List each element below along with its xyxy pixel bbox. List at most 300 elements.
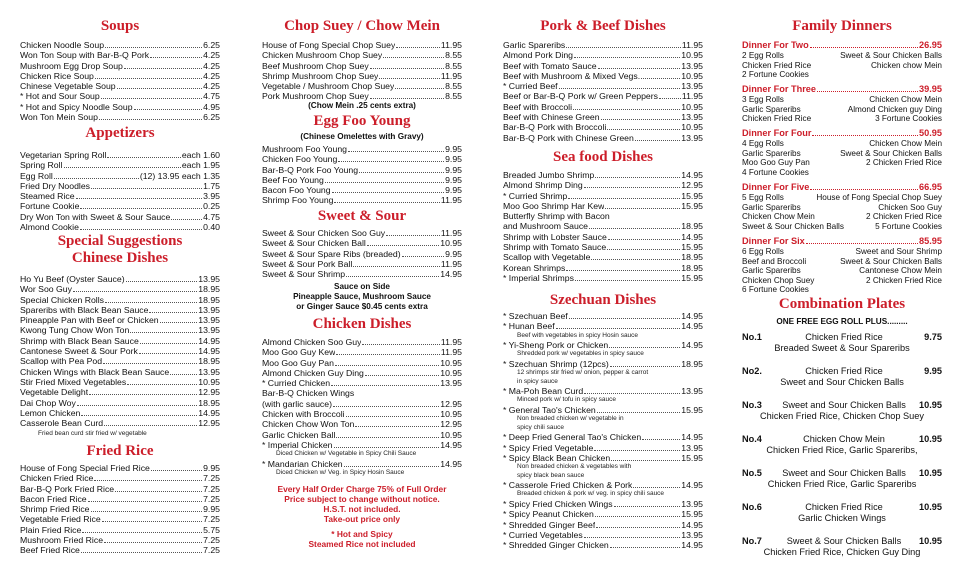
menu-item: [262, 40, 462, 50]
dinner-item-left: Chicken Chop Suey: [742, 275, 815, 285]
leader-dots: [77, 405, 197, 406]
item-name: Chicken Rice Soup: [20, 70, 94, 81]
item-price: 15.95: [681, 272, 703, 283]
combo-price: 9.75: [924, 332, 942, 342]
item-price: 9.95: [203, 504, 220, 515]
menu-item: [503, 340, 703, 350]
item-name: Almond Shrimp Ding: [503, 180, 583, 191]
item-name: * Szechuan Beef: [503, 311, 568, 321]
leader-dots: [336, 437, 439, 438]
pork-beef-heading: Pork & Beef Dishes: [540, 18, 666, 34]
leader-dots: [126, 281, 198, 282]
combo-price: 9.95: [924, 366, 942, 376]
menu-item: [20, 535, 220, 545]
leader-dots: [806, 243, 918, 244]
item-price: 7.25: [203, 473, 220, 484]
item-price: 12.95: [198, 387, 220, 398]
item-name: Shrimp with Lobster Sauce: [503, 231, 607, 242]
item-name: Scallop with Vegetable: [503, 252, 591, 263]
item-description: Beef with vegetables in spicy Hosin sauce: [517, 331, 639, 339]
combo-main: Chicken Fried Rice: [805, 332, 883, 342]
item-name: Beef with Broccoli: [503, 101, 573, 112]
item-name: Egg Roll: [20, 170, 53, 181]
menu-item: [262, 419, 462, 429]
item-description: Shredded pork w/ vegetables in spicy sauce: [517, 350, 644, 358]
leader-dots: [566, 270, 680, 271]
item-price: 4.25: [203, 50, 220, 61]
menu-item: [20, 295, 220, 305]
item-name: Shrimp with Tomato Sauce: [503, 242, 607, 253]
dinner-item-left: 3 Egg Rolls: [742, 95, 784, 104]
item-name: * Curried Chicken: [262, 378, 331, 389]
dinner-line: [742, 105, 942, 115]
dinner-item-right: Sweet & Sour Chicken Balls: [840, 51, 942, 60]
dinner-price: 50.95: [919, 128, 942, 138]
leader-dots: [64, 167, 181, 168]
item-name: Stir Fried Mixed Vegetables: [20, 376, 127, 387]
egg-foo-list: [262, 144, 462, 206]
menu-item: [20, 201, 220, 211]
leader-dots: [817, 91, 918, 92]
appetizers-list: [20, 150, 220, 232]
leader-dots: [81, 415, 197, 416]
leader-dots: [104, 542, 202, 543]
item-name: Almond Cookie: [20, 222, 79, 233]
item-price: 18.95: [198, 356, 220, 367]
combo-main: Chicken Fried Rice: [805, 366, 883, 376]
item-price: each 1.60: [181, 150, 220, 160]
chinese-dishes-heading: Chinese Dishes: [71, 250, 169, 266]
item-name: Bar-B-Q Pork with Chinese Green: [503, 132, 634, 143]
dinner-line: [742, 266, 942, 276]
leader-dots: [395, 88, 444, 89]
leader-dots: [589, 228, 680, 229]
item-name: Chicken with Broccoli: [262, 409, 345, 420]
menu-item: [262, 337, 462, 347]
leader-dots: [556, 328, 681, 329]
leader-dots: [810, 189, 918, 190]
chop-suey-list: [262, 40, 462, 102]
dinner-line: [742, 114, 942, 124]
menu-item: [20, 150, 220, 160]
leader-dots: [80, 208, 202, 209]
item-name: * Casserole Fried Chicken & Pork: [503, 480, 633, 491]
item-price: 9.95: [203, 463, 220, 473]
combo-number: No.7: [742, 536, 762, 546]
item-name: * Spicy Fried Chicken Wings: [503, 498, 613, 509]
menu-item: [20, 50, 220, 60]
leader-dots: [333, 406, 439, 407]
combo-main: Chicken Fried Rice: [805, 502, 883, 512]
menu-item: [20, 398, 220, 408]
combo-main: Chicken Chow Mein: [803, 434, 885, 444]
dinner-price: 85.95: [919, 236, 942, 246]
combo-number: No.6: [742, 502, 762, 512]
item-price: 14.95: [198, 407, 220, 418]
menu-item: [262, 154, 462, 164]
item-name: Beef Foo Young: [262, 174, 324, 185]
item-name: * Spicy Black Bean Chicken: [503, 452, 611, 463]
dinner-item-right: Chicken chow Mein: [871, 60, 942, 70]
item-name: Shrimp Foo Young: [262, 195, 334, 206]
menu-item: [20, 336, 220, 346]
item-price: 7.25: [203, 493, 220, 504]
menu-item: [20, 212, 220, 222]
leader-dots: [659, 98, 681, 99]
menu-item: [503, 112, 703, 122]
item-price: 14.95: [681, 519, 703, 530]
leader-dots: [94, 480, 202, 481]
menu-item: [20, 387, 220, 397]
item-price: 14.95: [681, 321, 703, 332]
item-name: Dai Chop Woy: [20, 397, 76, 408]
item-name: Chicken Fried Rice: [20, 473, 94, 484]
dinner-line: [742, 276, 942, 286]
menu-item: [503, 50, 703, 60]
item-name: Sweet & Sour Spare Ribs (breaded): [262, 248, 401, 259]
item-name: Vegetable / Mushroom Chop Suey: [262, 81, 395, 92]
item-price: 14.95: [198, 335, 220, 346]
item-name: * Szechuan Shrimp (12pcs): [503, 358, 609, 369]
menu-item: [20, 463, 220, 473]
notice-1: Every Half Order Charge 75% of Full Order: [277, 484, 447, 494]
item-name: * Shredded Ginger Chicken: [503, 540, 609, 551]
item-name: Dry Won Ton with Sweet & Sour Sauce: [20, 211, 171, 222]
leader-dots: [611, 460, 680, 461]
leader-dots: [574, 57, 680, 58]
leader-dots: [396, 47, 440, 48]
leader-dots: [584, 187, 681, 188]
item-name: * Curried Shrimp: [503, 190, 568, 201]
item-price: 8.55: [445, 81, 462, 92]
menu-item: [262, 368, 462, 378]
menu-item: [503, 40, 703, 50]
item-price: 14.95: [681, 432, 703, 443]
combo-main-row: [742, 332, 942, 343]
menu-item: [503, 221, 703, 231]
menu-item: [503, 263, 703, 273]
item-name: * Imperial Chicken: [262, 439, 333, 450]
dinner-line: [742, 247, 942, 257]
dinner-item-right: Sweet & Sour Chicken Balls: [840, 148, 942, 158]
leader-dots: [596, 527, 680, 528]
menu-item: [20, 346, 220, 356]
menu-item: [20, 112, 220, 122]
menu-item: [503, 211, 703, 221]
item-name: * Shredded Ginger Beef: [503, 519, 596, 530]
leader-dots: [595, 177, 680, 178]
item-price: 12.95: [440, 398, 462, 409]
dinner-line: [742, 70, 942, 80]
leader-dots: [344, 466, 440, 467]
combo-plate: [742, 468, 942, 490]
special-suggestions-heading: Special Suggestions: [57, 233, 183, 249]
item-price: 4.75: [203, 211, 220, 222]
item-price: 13.95: [681, 112, 703, 123]
menu-item: [503, 252, 703, 262]
dinner-item-left: Sweet & Sour Chicken Balls: [742, 221, 844, 231]
menu-item: [503, 540, 703, 550]
item-price: 10.95: [681, 122, 703, 133]
item-price: 7.25: [203, 535, 220, 546]
item-price: 11.95: [440, 258, 462, 269]
dinner-line: [742, 285, 942, 295]
item-price: 10.95: [440, 409, 462, 420]
item-price: 13.95: [198, 304, 220, 315]
leader-dots: [105, 47, 202, 48]
dinner-line: [742, 257, 942, 267]
item-price: 15.95: [681, 242, 703, 253]
leader-dots: [170, 374, 197, 375]
leader-dots: [379, 78, 440, 79]
dinner-price: 26.95: [919, 40, 942, 50]
item-price: 4.25: [203, 81, 220, 92]
item-name: Fried Dry Noodles: [20, 180, 91, 191]
menu-item: [503, 530, 703, 540]
leader-dots: [348, 151, 444, 152]
combo-secondary: Garlic Chicken Wings: [798, 513, 886, 523]
dinner-item-left: Chicken Fried Rice: [742, 60, 812, 70]
item-name: Moo Goo Shrimp Har Kew: [503, 200, 605, 211]
item-description: Minced pork w/ tofu in spicy sauce: [517, 396, 616, 404]
item-name: Beef with Chinese Green: [503, 112, 600, 123]
item-price: 13.95: [681, 529, 703, 540]
item-description: spicy black bean sauce: [517, 471, 585, 479]
leader-dots: [335, 365, 439, 366]
menu-item: [20, 91, 220, 101]
menu-item: [20, 305, 220, 315]
leader-dots: [591, 259, 680, 260]
family-dinner: [742, 40, 942, 80]
leader-dots: [614, 506, 681, 507]
menu-item: [20, 284, 220, 294]
menu-item: [262, 347, 462, 357]
item-name: Mushroom Fried Rice: [20, 535, 104, 546]
item-price: 13.95: [681, 60, 703, 71]
dinner-item-left: 6 Fortune Cookies: [742, 285, 809, 295]
menu-item: [20, 356, 220, 366]
leader-dots: [88, 501, 202, 502]
menu-item: [20, 408, 220, 418]
notice-6: Steamed Rice not included: [308, 539, 416, 549]
item-name: Scallop with Pea Pod: [20, 356, 103, 367]
item-price: 13.95: [198, 325, 220, 336]
item-name: Plain Fried Rice: [20, 524, 82, 535]
item-price: 13.95: [681, 442, 703, 453]
menu-item: [503, 321, 703, 331]
leader-dots: [812, 135, 918, 136]
combo-subtitle: ONE FREE EGG ROLL PLUS.........: [776, 317, 908, 326]
soups-heading: Soups: [100, 18, 140, 34]
menu-item: [20, 367, 220, 377]
item-price: 4.95: [203, 101, 220, 112]
dinner-line: [742, 139, 942, 149]
item-name: Chicken Mushroom Chop Suey: [262, 50, 383, 61]
item-price: 13.95: [198, 315, 220, 326]
appetizers-heading: Appetizers: [85, 125, 155, 141]
menu-item: [503, 443, 703, 453]
item-name: Beef Mushroom Chop Suey: [262, 60, 369, 71]
item-name: Chicken Noodle Soup: [20, 40, 105, 50]
dinner-item-right: Almond Chicken guy Ding: [847, 104, 942, 114]
column-3: [503, 0, 703, 583]
pork-beef-list: [503, 40, 703, 143]
leader-dots: [584, 393, 680, 394]
leader-dots: [334, 202, 439, 203]
menu-item: [503, 81, 703, 91]
dinner-item-right: Cantonese Chow Mein: [859, 266, 942, 276]
combo-plate: [742, 332, 942, 354]
dinner-line: [742, 212, 942, 222]
dinner-item-left: 2 Fortune Cookies: [742, 70, 809, 80]
item-name: Butterfly Shrimp with Bacon: [503, 211, 610, 222]
item-price: 14.95: [440, 439, 462, 450]
szechuan-heading: Szechuan Dishes: [549, 292, 657, 308]
leader-dots: [91, 188, 202, 189]
item-price: 14.95: [440, 269, 462, 280]
item-price: 13.95: [681, 81, 703, 92]
soups-list: [20, 40, 220, 122]
leader-dots: [346, 416, 440, 417]
item-price: 6.25: [203, 40, 220, 50]
item-price: 13.95: [681, 132, 703, 143]
item-name: * Yi-Sheng Pork or Chicken: [503, 340, 609, 351]
menu-item: [503, 102, 703, 112]
item-description: Breaded chicken & pork w/ veg. in spicy chili sauce: [517, 490, 665, 498]
item-name: Bar-B-Q Pork with Broccoli: [503, 122, 607, 133]
item-name: Beef with Tomato Sauce: [503, 60, 597, 71]
combo-plate: [742, 400, 942, 422]
item-price: 15.95: [681, 404, 703, 415]
item-description: Diced Chicken w/ Veg. in Spicy Hosin Sauce: [276, 469, 405, 477]
leader-dots: [595, 516, 680, 517]
leader-dots: [140, 343, 197, 344]
combo-price: 10.95: [919, 400, 942, 410]
menu-item: [262, 259, 462, 269]
menu-item: [262, 81, 462, 91]
dinner-line: [742, 149, 942, 159]
combo-plate: [742, 502, 942, 524]
item-price: 13.95: [198, 366, 220, 377]
menu-item: [503, 170, 703, 180]
item-price: 8.55: [445, 91, 462, 102]
item-price: 4.25: [203, 60, 220, 71]
dinner-item-left: 5 Egg Rolls: [742, 193, 784, 202]
dinner-title: Dinner For Three: [742, 84, 817, 94]
item-price: 18.95: [681, 221, 703, 232]
leader-dots: [370, 98, 444, 99]
combo-heading: Combination Plates: [778, 296, 906, 312]
item-price: 7.25: [203, 514, 220, 525]
menu-item: [262, 165, 462, 175]
egg-foo-heading: Egg Foo Young: [313, 113, 411, 129]
leader-dots: [607, 129, 680, 130]
leader-dots: [334, 447, 440, 448]
menu-item: [20, 525, 220, 535]
dinner-item-right: 2 Chicken Fried Rice: [866, 212, 942, 222]
item-name: Mushroom Foo Young: [262, 144, 347, 154]
combo-main-row: [742, 468, 942, 479]
item-price: 8.55: [445, 60, 462, 71]
item-description: spicy chili sauce: [517, 423, 564, 431]
menu-item: [503, 273, 703, 283]
item-name: (with garlic sauce): [262, 398, 333, 409]
menu-item: [20, 61, 220, 71]
dinner-item-left: Chicken Chow Mein: [742, 212, 815, 222]
family-heading: Family Dinners: [792, 18, 892, 34]
dinner-item-left: Garlic Spareribs: [742, 148, 801, 158]
combo-number: No.5: [742, 468, 762, 478]
leader-dots: [332, 192, 444, 193]
item-price: 18.95: [681, 358, 703, 369]
leader-dots: [104, 425, 197, 426]
menu-item: [503, 499, 703, 509]
leader-dots: [151, 470, 202, 471]
leader-dots: [370, 68, 444, 69]
dinner-item-left: Beef and Broccoli: [742, 256, 807, 266]
dinner-item-right: 5 Fortune Cookies: [875, 221, 942, 231]
leader-dots: [80, 229, 202, 230]
item-name: Cantonese Sweet & Sour Pork: [20, 346, 138, 357]
dinner-item-right: Chicken Chow Mein: [869, 95, 942, 104]
leader-dots: [115, 491, 202, 492]
leader-dots: [359, 172, 444, 173]
leader-dots: [584, 537, 681, 538]
item-name: * Spicy Fried Vegetable: [503, 442, 594, 453]
item-name: Chicken Chow Won Ton: [262, 419, 355, 430]
dinner-line: [742, 95, 942, 105]
menu-item: [503, 359, 703, 369]
item-name: Moo Goo Guy Pan: [262, 357, 334, 368]
item-name: Shrimp Fried Rice: [20, 504, 90, 515]
sweet-sour-heading: Sweet & Sour: [317, 208, 407, 224]
menu-item: [503, 432, 703, 442]
leader-dots: [346, 276, 439, 277]
item-price: 14.95: [681, 170, 703, 180]
leader-dots: [575, 280, 680, 281]
combo-main-row: [742, 434, 942, 445]
chicken-list: [262, 337, 462, 478]
menu-item: [503, 133, 703, 143]
leader-dots: [607, 249, 680, 250]
menu-item: [20, 484, 220, 494]
menu-item: [262, 238, 462, 248]
item-price: 9.95: [445, 185, 462, 196]
item-name: Shrimp with Black Bean Sauce: [20, 335, 139, 346]
combo-main: Sweet and Sour Chicken Balls: [782, 468, 906, 478]
dinner-item-right: House of Fong Special Chop Suey: [816, 193, 942, 202]
column-4: [742, 0, 942, 583]
dinner-line: [742, 203, 942, 213]
menu-item: [262, 61, 462, 71]
leader-dots: [598, 68, 681, 69]
item-name: and Mushroom Sauce: [503, 221, 588, 232]
leader-dots: [82, 532, 202, 533]
menu-item: [503, 180, 703, 190]
item-name: * Spicy Peanut Chicken: [503, 509, 594, 520]
menu-item: [20, 325, 220, 335]
dinner-item-right: 3 Fortune Cookies: [875, 114, 942, 124]
combo-number: No.3: [742, 400, 762, 410]
item-name: Won Ton Soup with Bar-B-Q Pork: [20, 50, 150, 61]
item-price: 11.95: [440, 195, 462, 206]
item-name: Spareribs with Black Bean Sauce: [20, 304, 149, 315]
dinner-title-row: [742, 128, 942, 139]
family-dinner: [742, 128, 942, 177]
item-price: 9.95: [445, 164, 462, 175]
menu-item: [503, 201, 703, 211]
menu-item: [20, 494, 220, 504]
